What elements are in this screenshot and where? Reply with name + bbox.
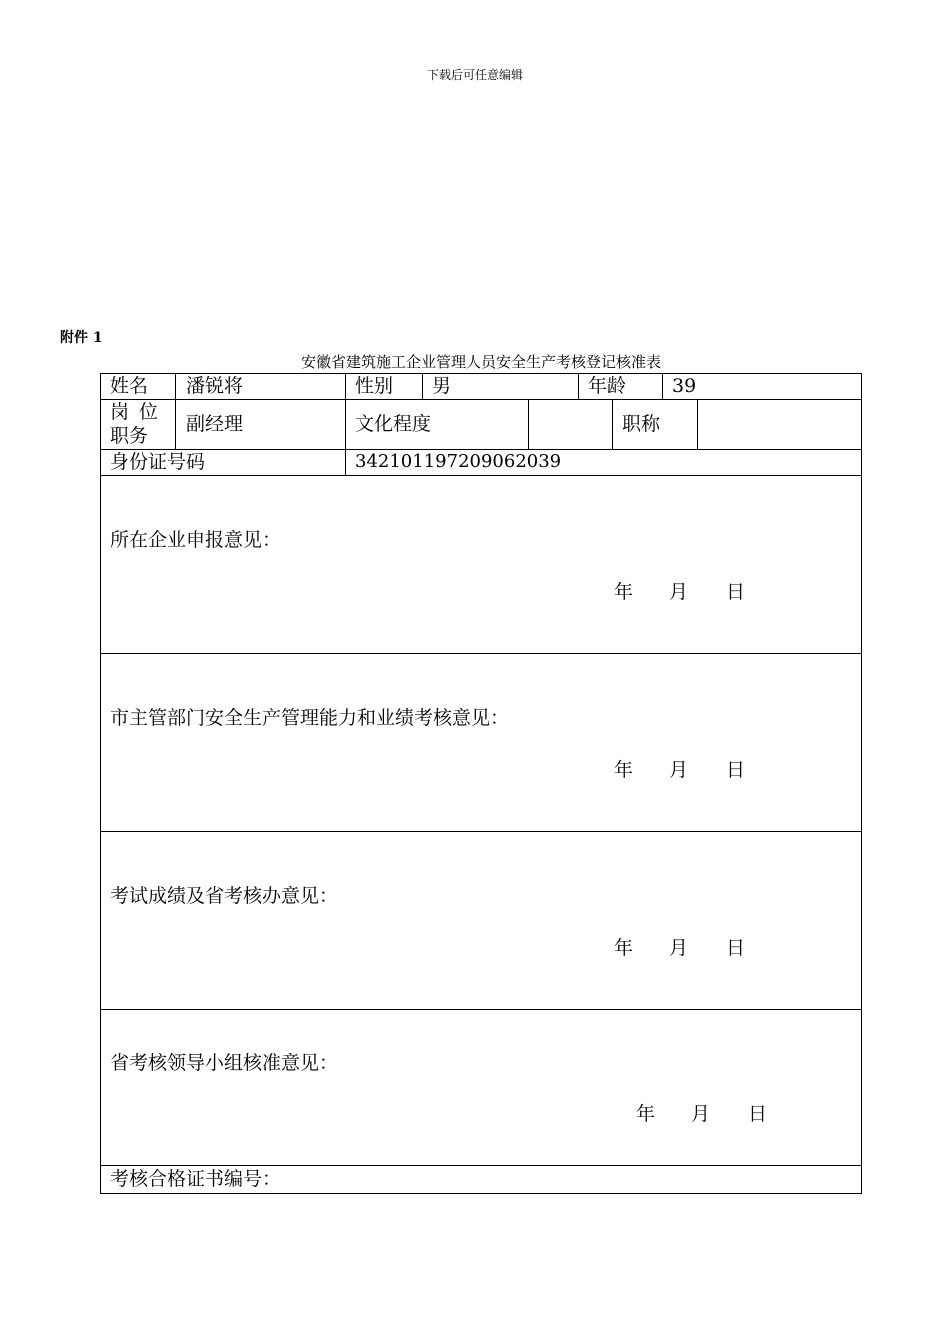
gender-label: 性别 [355, 375, 394, 397]
form-title: 安徽省建筑施工企业管理人员安全生产考核登记核准表 [300, 353, 661, 371]
title-label: 职称 [622, 413, 661, 435]
row-divider [100, 831, 862, 832]
section-2-label: 市主管部门安全生产管理能力和业绩考核意见： [110, 707, 510, 729]
age-value[interactable]: 39 [672, 375, 697, 397]
gender-value[interactable]: 男 [432, 375, 452, 397]
year-label: 年 [614, 581, 634, 603]
section-2-date [614, 755, 745, 782]
section-3-date [614, 933, 745, 960]
day-label: 日 [748, 1103, 768, 1125]
col-divider [345, 449, 346, 475]
month-label: 月 [669, 759, 689, 781]
position-label-line2: 职务 [110, 425, 149, 447]
age-label: 年龄 [588, 375, 627, 397]
position-label-line1: 岗 位 [110, 401, 161, 423]
name-value[interactable]: 潘锐将 [186, 375, 244, 397]
education-label: 文化程度 [355, 413, 432, 435]
month-label: 月 [669, 937, 689, 959]
day-label: 日 [726, 937, 746, 959]
year-label: 年 [614, 937, 634, 959]
col-divider [662, 373, 663, 399]
col-divider [175, 399, 176, 449]
year-label: 年 [636, 1103, 656, 1125]
position-value[interactable]: 副经理 [186, 413, 244, 435]
attachment-label: 附件 1 [60, 330, 103, 346]
id-value[interactable]: 342101197209062039 [355, 451, 562, 472]
col-divider [345, 373, 346, 399]
col-divider [345, 399, 346, 449]
col-divider [612, 399, 613, 449]
month-label: 月 [669, 581, 689, 603]
section-1-date [614, 577, 745, 604]
year-label: 年 [614, 759, 634, 781]
section-1-label: 所在企业申报意见： [110, 529, 282, 551]
name-label: 姓名 [110, 375, 149, 397]
row-divider [100, 653, 862, 654]
certificate-label: 考核合格证书编号： [110, 1168, 282, 1190]
row-divider [100, 1009, 862, 1010]
row-divider [100, 399, 862, 400]
header-note: 下载后可任意编辑 [426, 68, 523, 82]
section-4-date [636, 1099, 767, 1126]
month-label: 月 [691, 1103, 711, 1125]
day-label: 日 [726, 759, 746, 781]
day-label: 日 [726, 581, 746, 603]
col-divider [528, 399, 529, 449]
col-divider [422, 373, 423, 399]
row-divider [100, 475, 862, 476]
col-divider [175, 373, 176, 399]
section-4-label: 省考核领导小组核准意见： [110, 1052, 339, 1074]
col-divider [578, 373, 579, 399]
id-label: 身份证号码 [110, 451, 206, 473]
row-divider [100, 1165, 862, 1166]
section-3-label: 考试成绩及省考核办意见： [110, 885, 339, 907]
col-divider [697, 399, 698, 449]
